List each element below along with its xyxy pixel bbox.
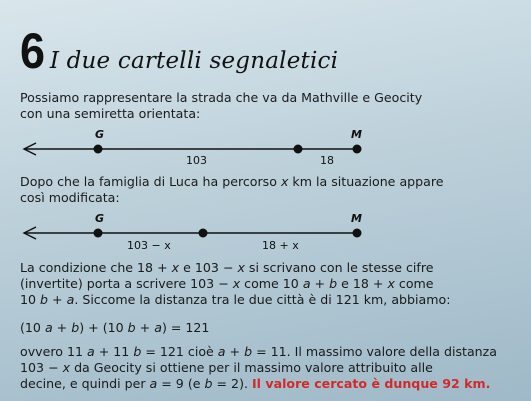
text-fragment: così modificata: bbox=[20, 190, 120, 205]
text-fragment: ovvero 11 bbox=[20, 344, 87, 359]
label-m: M bbox=[351, 128, 362, 141]
text-fragment: come 10 bbox=[240, 276, 303, 291]
variable-a: a bbox=[302, 276, 311, 291]
intro-line-1: Possiamo rappresentare la strada che va da Mathville e Geocity bbox=[20, 90, 423, 105]
segment-right-label: 18 bbox=[320, 154, 334, 167]
text-fragment: = 121 cioè bbox=[141, 344, 218, 359]
variable-b: b bbox=[127, 320, 136, 335]
text-fragment: . Siccome la distanza tra le due città è di 121 km, abbiamo: bbox=[74, 292, 451, 307]
text-fragment: + bbox=[310, 276, 330, 291]
text-fragment: + bbox=[48, 292, 67, 307]
variable-a: a bbox=[87, 344, 95, 359]
label-g: G bbox=[95, 212, 105, 225]
variable-x: x bbox=[62, 360, 71, 375]
variable-b: b bbox=[204, 376, 213, 391]
intro-line-2: con una semiretta orientata: bbox=[20, 106, 201, 121]
road-diagram-modified bbox=[0, 212, 531, 257]
label-g: G bbox=[95, 128, 105, 141]
text-fragment: 103 − bbox=[20, 360, 63, 375]
point-m bbox=[353, 229, 362, 238]
point-m bbox=[353, 145, 362, 154]
text-fragment: + bbox=[52, 320, 72, 335]
segment-left-label: 103 bbox=[186, 154, 207, 167]
text-fragment: come bbox=[394, 276, 434, 291]
variable-x: x bbox=[280, 174, 289, 189]
variable-a: a bbox=[66, 292, 75, 307]
variable-b: b bbox=[133, 344, 142, 359]
text-fragment: La condizione che 18 + bbox=[20, 260, 172, 275]
text-fragment: km la situazione appare bbox=[288, 174, 444, 189]
text-fragment: + 11 bbox=[94, 344, 134, 359]
variable-x: x bbox=[232, 276, 241, 291]
text-fragment: = 11. Il massimo valore della distanza bbox=[252, 344, 497, 359]
intro-paragraph bbox=[20, 90, 422, 122]
section-heading: I due cartelli segnaletici bbox=[49, 48, 339, 74]
text-fragment: 10 bbox=[20, 292, 41, 307]
variable-x: x bbox=[171, 260, 180, 275]
variable-a: a bbox=[217, 344, 226, 359]
third-paragraph bbox=[20, 260, 450, 308]
text-fragment: Dopo che la famiglia di Luca ha percorso bbox=[20, 174, 281, 189]
point-g bbox=[94, 145, 103, 154]
variable-a: a bbox=[44, 320, 53, 335]
second-paragraph bbox=[20, 174, 444, 206]
text-fragment: = 9 (e bbox=[157, 376, 205, 391]
text-fragment: (10 bbox=[20, 320, 45, 335]
highlighted-answer: Il valore cercato è dunque 92 km. bbox=[252, 376, 491, 391]
text-fragment: e 18 + bbox=[337, 276, 388, 291]
text-fragment: da Geocity si ottiene per il massimo valore attribuito alle bbox=[70, 360, 433, 375]
variable-b: b bbox=[40, 292, 49, 307]
equation bbox=[20, 320, 209, 336]
text-fragment: si scrivano con le stesse cifre bbox=[244, 260, 434, 275]
segment-right-label: 18 + x bbox=[262, 239, 299, 252]
variable-b: b bbox=[329, 276, 338, 291]
variable-x: x bbox=[237, 260, 245, 275]
point-g bbox=[94, 229, 103, 238]
point-position bbox=[199, 229, 208, 238]
fourth-paragraph bbox=[20, 344, 497, 392]
text-fragment: = 2). bbox=[212, 376, 252, 391]
variable-b: b bbox=[71, 320, 80, 335]
section-number: 6 bbox=[20, 23, 46, 79]
variable-a: a bbox=[154, 320, 162, 335]
text-fragment: + bbox=[135, 320, 155, 335]
label-m: M bbox=[351, 212, 362, 225]
segment-left-label: 103 − x bbox=[127, 239, 171, 252]
text-fragment: e 103 − bbox=[179, 260, 238, 275]
variable-a: a bbox=[149, 376, 158, 391]
section-title bbox=[20, 23, 339, 79]
text-fragment: (invertite) porta a scrivere 103 − bbox=[20, 276, 233, 291]
variable-b: b bbox=[244, 344, 253, 359]
variable-x: x bbox=[387, 276, 395, 291]
point-sign bbox=[294, 145, 303, 154]
text-fragment: decine, e quindi per bbox=[20, 376, 150, 391]
text-fragment: ) + (10 bbox=[79, 320, 128, 335]
text-fragment: + bbox=[225, 344, 245, 359]
road-diagram-initial bbox=[0, 128, 531, 173]
text-fragment: ) = 121 bbox=[161, 320, 210, 335]
